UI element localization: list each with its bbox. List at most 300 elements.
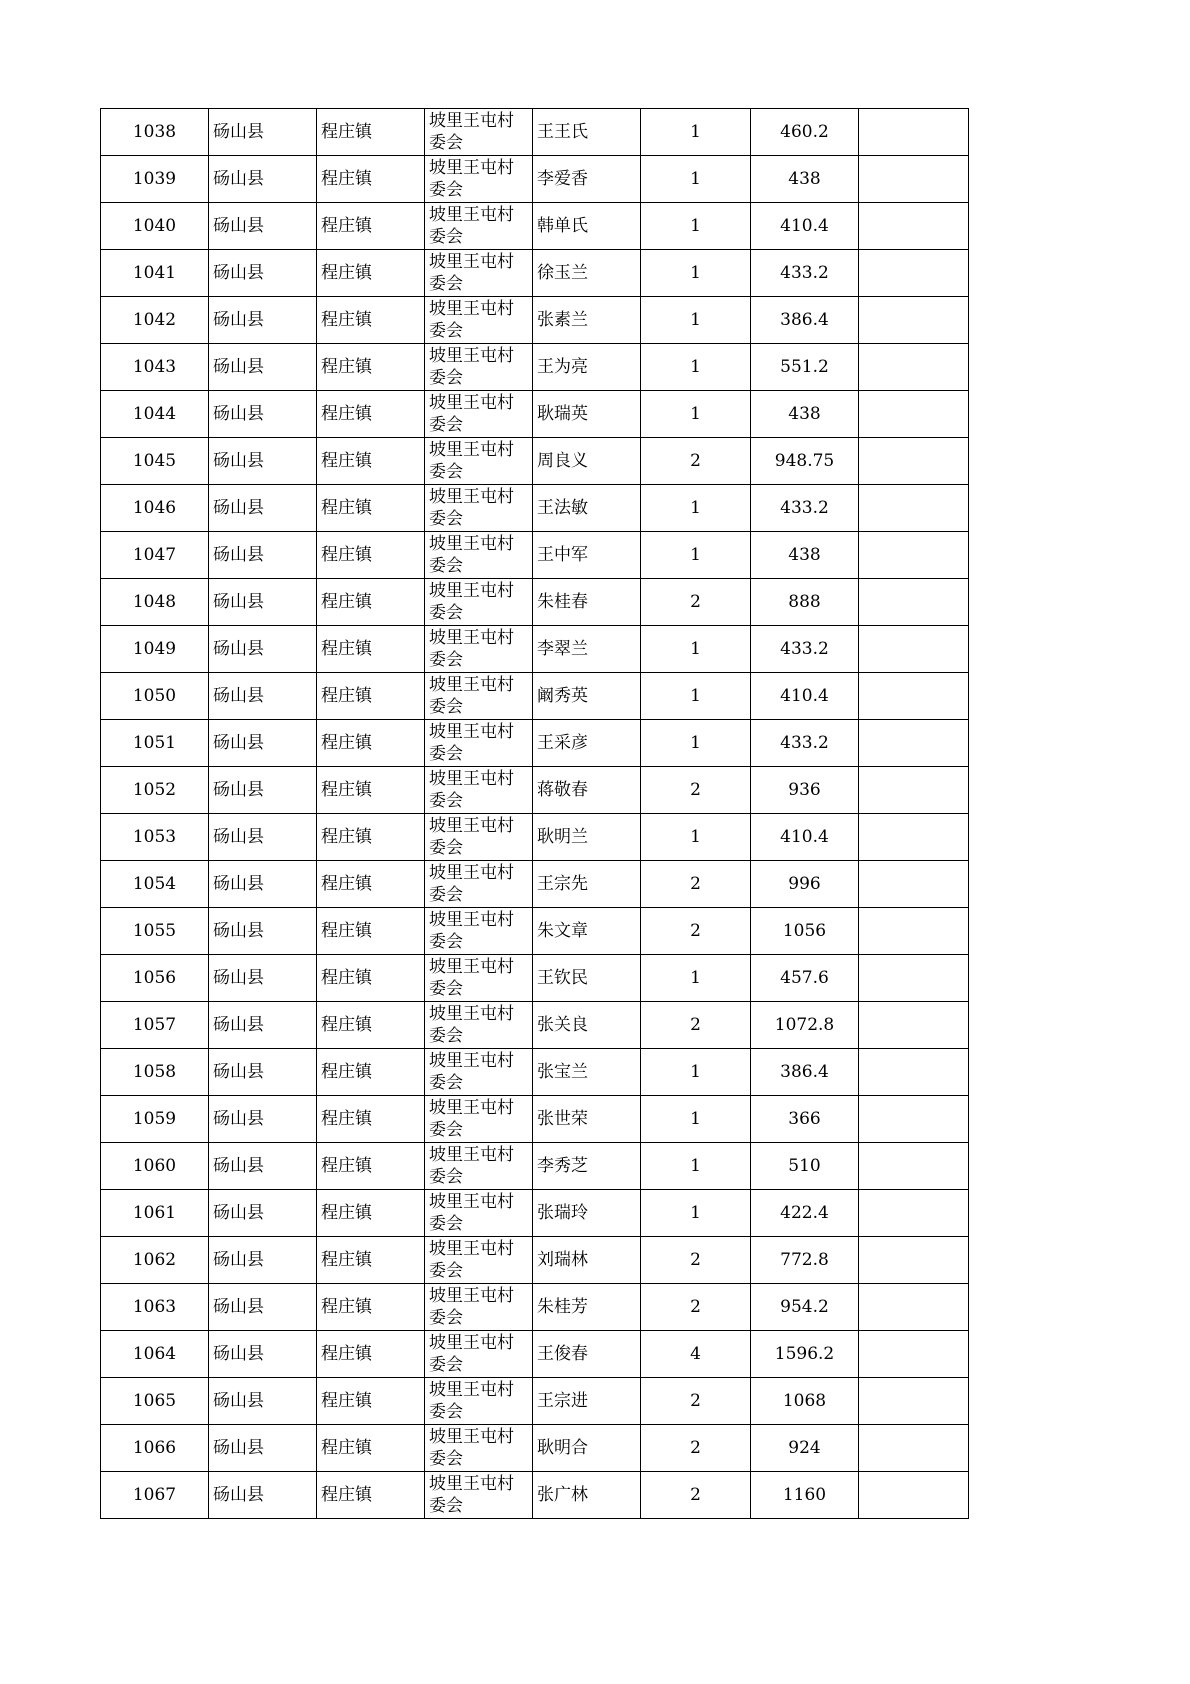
- table-row: [101, 203, 969, 250]
- cell-town: 程庄镇: [317, 438, 425, 485]
- table-row: [101, 955, 969, 1002]
- cell-count: 2: [641, 1425, 751, 1472]
- cell-county: 砀山县: [209, 1284, 317, 1331]
- cell-count: 1: [641, 1096, 751, 1143]
- cell-number: 1060: [101, 1143, 209, 1190]
- cell-amount: 510: [751, 1143, 859, 1190]
- table-row: [101, 861, 969, 908]
- cell-town: 程庄镇: [317, 1378, 425, 1425]
- cell-amount: 936: [751, 767, 859, 814]
- cell-name: 徐玉兰: [533, 250, 641, 297]
- cell-county: 砀山县: [209, 1472, 317, 1519]
- table-row: [101, 391, 969, 438]
- cell-town: 程庄镇: [317, 1237, 425, 1284]
- cell-village: [425, 861, 533, 908]
- cell-count: 2: [641, 438, 751, 485]
- cell-amount: 438: [751, 391, 859, 438]
- cell-town: 程庄镇: [317, 1331, 425, 1378]
- cell-county: 砀山县: [209, 626, 317, 673]
- cell-county: 砀山县: [209, 438, 317, 485]
- cell-amount: 948.75: [751, 438, 859, 485]
- cell-number: 1058: [101, 1049, 209, 1096]
- village-line-2: 委会: [429, 509, 463, 529]
- cell-count: 1: [641, 532, 751, 579]
- cell-village: [425, 1284, 533, 1331]
- village-line-1: 坡里王屯村: [429, 487, 514, 507]
- village-line-2: 委会: [429, 1214, 463, 1234]
- cell-town: 程庄镇: [317, 767, 425, 814]
- village-line-2: 委会: [429, 838, 463, 858]
- cell-number: 1042: [101, 297, 209, 344]
- cell-amount: 422.4: [751, 1190, 859, 1237]
- table-row: [101, 250, 969, 297]
- cell-count: 1: [641, 1049, 751, 1096]
- cell-note: [859, 908, 969, 955]
- cell-count: 1: [641, 955, 751, 1002]
- records-table: [100, 108, 969, 1519]
- cell-count: 2: [641, 1002, 751, 1049]
- cell-note: [859, 1002, 969, 1049]
- village-line-1: 坡里王屯村: [429, 1051, 514, 1071]
- cell-note: [859, 1190, 969, 1237]
- cell-name: 朱桂芳: [533, 1284, 641, 1331]
- cell-village: [425, 297, 533, 344]
- cell-county: 砀山县: [209, 579, 317, 626]
- cell-amount: 888: [751, 579, 859, 626]
- cell-number: 1040: [101, 203, 209, 250]
- cell-town: 程庄镇: [317, 1096, 425, 1143]
- village-line-1: 坡里王屯村: [429, 628, 514, 648]
- cell-note: [859, 767, 969, 814]
- cell-note: [859, 861, 969, 908]
- cell-count: 1: [641, 109, 751, 156]
- village-line-1: 坡里王屯村: [429, 816, 514, 836]
- cell-village: [425, 1378, 533, 1425]
- village-line-2: 委会: [429, 1308, 463, 1328]
- village-line-1: 坡里王屯村: [429, 299, 514, 319]
- cell-count: 1: [641, 203, 751, 250]
- cell-town: 程庄镇: [317, 344, 425, 391]
- village-line-2: 委会: [429, 321, 463, 341]
- cell-number: 1056: [101, 955, 209, 1002]
- table-row: [101, 1190, 969, 1237]
- cell-county: 砀山县: [209, 955, 317, 1002]
- cell-count: 2: [641, 908, 751, 955]
- cell-name: 王宗先: [533, 861, 641, 908]
- cell-village: [425, 344, 533, 391]
- cell-name: 耿瑞英: [533, 391, 641, 438]
- cell-number: 1054: [101, 861, 209, 908]
- table-row: [101, 626, 969, 673]
- cell-county: 砀山县: [209, 861, 317, 908]
- cell-county: 砀山县: [209, 1143, 317, 1190]
- village-line-1: 坡里王屯村: [429, 111, 514, 131]
- cell-town: 程庄镇: [317, 156, 425, 203]
- cell-county: 砀山县: [209, 1237, 317, 1284]
- cell-county: 砀山县: [209, 1331, 317, 1378]
- cell-town: 程庄镇: [317, 485, 425, 532]
- cell-village: [425, 1472, 533, 1519]
- cell-county: 砀山县: [209, 1049, 317, 1096]
- cell-town: 程庄镇: [317, 203, 425, 250]
- village-line-2: 委会: [429, 1261, 463, 1281]
- cell-name: 耿明兰: [533, 814, 641, 861]
- village-line-1: 坡里王屯村: [429, 675, 514, 695]
- cell-village: [425, 767, 533, 814]
- village-line-1: 坡里王屯村: [429, 534, 514, 554]
- table-row: [101, 485, 969, 532]
- cell-county: 砀山县: [209, 673, 317, 720]
- cell-note: [859, 109, 969, 156]
- cell-amount: 1596.2: [751, 1331, 859, 1378]
- village-line-1: 坡里王屯村: [429, 346, 514, 366]
- village-line-2: 委会: [429, 603, 463, 623]
- cell-note: [859, 1096, 969, 1143]
- cell-town: 程庄镇: [317, 955, 425, 1002]
- cell-name: 耿明合: [533, 1425, 641, 1472]
- village-line-2: 委会: [429, 885, 463, 905]
- table-row: [101, 1237, 969, 1284]
- cell-amount: 438: [751, 532, 859, 579]
- cell-name: 王宗进: [533, 1378, 641, 1425]
- cell-name: 李翠兰: [533, 626, 641, 673]
- cell-name: 张素兰: [533, 297, 641, 344]
- cell-county: 砀山县: [209, 250, 317, 297]
- cell-count: 1: [641, 344, 751, 391]
- cell-count: 2: [641, 1237, 751, 1284]
- cell-number: 1065: [101, 1378, 209, 1425]
- cell-county: 砀山县: [209, 1378, 317, 1425]
- cell-amount: 954.2: [751, 1284, 859, 1331]
- village-line-2: 委会: [429, 415, 463, 435]
- cell-note: [859, 438, 969, 485]
- cell-number: 1039: [101, 156, 209, 203]
- cell-count: 1: [641, 485, 751, 532]
- cell-number: 1046: [101, 485, 209, 532]
- cell-name: 王钦民: [533, 955, 641, 1002]
- village-line-1: 坡里王屯村: [429, 1239, 514, 1259]
- table-row: [101, 1143, 969, 1190]
- cell-amount: 772.8: [751, 1237, 859, 1284]
- cell-town: 程庄镇: [317, 1284, 425, 1331]
- cell-town: 程庄镇: [317, 908, 425, 955]
- cell-amount: 438: [751, 156, 859, 203]
- cell-number: 1059: [101, 1096, 209, 1143]
- cell-county: 砀山县: [209, 1190, 317, 1237]
- cell-county: 砀山县: [209, 391, 317, 438]
- cell-note: [859, 391, 969, 438]
- cell-village: [425, 626, 533, 673]
- cell-village: [425, 1049, 533, 1096]
- village-line-2: 委会: [429, 1402, 463, 1422]
- cell-amount: 410.4: [751, 203, 859, 250]
- cell-amount: 996: [751, 861, 859, 908]
- cell-village: [425, 438, 533, 485]
- cell-number: 1066: [101, 1425, 209, 1472]
- cell-count: 1: [641, 1190, 751, 1237]
- cell-amount: 366: [751, 1096, 859, 1143]
- cell-town: 程庄镇: [317, 1143, 425, 1190]
- cell-village: [425, 391, 533, 438]
- cell-number: 1062: [101, 1237, 209, 1284]
- cell-note: [859, 814, 969, 861]
- cell-town: 程庄镇: [317, 814, 425, 861]
- cell-county: 砀山县: [209, 532, 317, 579]
- cell-town: 程庄镇: [317, 720, 425, 767]
- cell-name: 王俊春: [533, 1331, 641, 1378]
- table-row: [101, 344, 969, 391]
- cell-village: [425, 485, 533, 532]
- cell-name: 朱桂春: [533, 579, 641, 626]
- cell-village: [425, 532, 533, 579]
- village-line-1: 坡里王屯村: [429, 769, 514, 789]
- village-line-1: 坡里王屯村: [429, 1192, 514, 1212]
- cell-village: [425, 1143, 533, 1190]
- cell-town: 程庄镇: [317, 1425, 425, 1472]
- table-row: [101, 532, 969, 579]
- cell-name: 张瑞玲: [533, 1190, 641, 1237]
- village-line-2: 委会: [429, 650, 463, 670]
- cell-count: 1: [641, 250, 751, 297]
- table-row: [101, 1096, 969, 1143]
- cell-name: 张世荣: [533, 1096, 641, 1143]
- cell-note: [859, 1425, 969, 1472]
- cell-note: [859, 626, 969, 673]
- village-line-1: 坡里王屯村: [429, 1286, 514, 1306]
- cell-note: [859, 203, 969, 250]
- cell-town: 程庄镇: [317, 391, 425, 438]
- village-line-1: 坡里王屯村: [429, 910, 514, 930]
- cell-amount: 1068: [751, 1378, 859, 1425]
- cell-name: 张广林: [533, 1472, 641, 1519]
- cell-count: 2: [641, 861, 751, 908]
- cell-number: 1049: [101, 626, 209, 673]
- cell-note: [859, 1284, 969, 1331]
- village-line-2: 委会: [429, 979, 463, 999]
- village-line-2: 委会: [429, 1073, 463, 1093]
- village-line-2: 委会: [429, 791, 463, 811]
- cell-amount: 410.4: [751, 814, 859, 861]
- cell-count: 1: [641, 626, 751, 673]
- table-row: [101, 1284, 969, 1331]
- cell-village: [425, 1096, 533, 1143]
- cell-county: 砀山县: [209, 485, 317, 532]
- cell-town: 程庄镇: [317, 1472, 425, 1519]
- village-line-2: 委会: [429, 1167, 463, 1187]
- village-line-2: 委会: [429, 274, 463, 294]
- cell-village: [425, 250, 533, 297]
- cell-county: 砀山县: [209, 720, 317, 767]
- cell-note: [859, 955, 969, 1002]
- table-row: [101, 1049, 969, 1096]
- cell-number: 1045: [101, 438, 209, 485]
- cell-name: 阚秀英: [533, 673, 641, 720]
- cell-note: [859, 250, 969, 297]
- cell-village: [425, 579, 533, 626]
- cell-number: 1043: [101, 344, 209, 391]
- cell-name: 周良义: [533, 438, 641, 485]
- cell-village: [425, 673, 533, 720]
- village-line-1: 坡里王屯村: [429, 1145, 514, 1165]
- village-line-2: 委会: [429, 1120, 463, 1140]
- cell-town: 程庄镇: [317, 1049, 425, 1096]
- table-row: [101, 814, 969, 861]
- cell-count: 2: [641, 767, 751, 814]
- cell-number: 1050: [101, 673, 209, 720]
- village-line-2: 委会: [429, 1026, 463, 1046]
- cell-county: 砀山县: [209, 109, 317, 156]
- table-body: [101, 109, 969, 1519]
- cell-county: 砀山县: [209, 297, 317, 344]
- cell-number: 1055: [101, 908, 209, 955]
- cell-name: 王为亮: [533, 344, 641, 391]
- village-line-2: 委会: [429, 1496, 463, 1516]
- table-row: [101, 1331, 969, 1378]
- cell-village: [425, 720, 533, 767]
- cell-county: 砀山县: [209, 1096, 317, 1143]
- cell-number: 1053: [101, 814, 209, 861]
- cell-amount: 551.2: [751, 344, 859, 391]
- cell-town: 程庄镇: [317, 297, 425, 344]
- cell-note: [859, 1237, 969, 1284]
- cell-name: 蒋敬春: [533, 767, 641, 814]
- cell-note: [859, 1472, 969, 1519]
- cell-amount: 457.6: [751, 955, 859, 1002]
- cell-note: [859, 156, 969, 203]
- cell-amount: 433.2: [751, 626, 859, 673]
- cell-note: [859, 579, 969, 626]
- cell-number: 1067: [101, 1472, 209, 1519]
- cell-note: [859, 673, 969, 720]
- cell-number: 1063: [101, 1284, 209, 1331]
- cell-county: 砀山县: [209, 1425, 317, 1472]
- cell-name: 刘瑞林: [533, 1237, 641, 1284]
- cell-county: 砀山县: [209, 156, 317, 203]
- cell-name: 朱文章: [533, 908, 641, 955]
- table-row: [101, 297, 969, 344]
- village-line-1: 坡里王屯村: [429, 1380, 514, 1400]
- cell-county: 砀山县: [209, 814, 317, 861]
- cell-village: [425, 203, 533, 250]
- cell-count: 2: [641, 1284, 751, 1331]
- cell-count: 1: [641, 814, 751, 861]
- table-row: [101, 109, 969, 156]
- cell-county: 砀山县: [209, 908, 317, 955]
- village-line-1: 坡里王屯村: [429, 581, 514, 601]
- cell-town: 程庄镇: [317, 579, 425, 626]
- cell-village: [425, 1425, 533, 1472]
- cell-note: [859, 720, 969, 767]
- cell-amount: 1072.8: [751, 1002, 859, 1049]
- village-line-2: 委会: [429, 697, 463, 717]
- village-line-2: 委会: [429, 462, 463, 482]
- cell-amount: 386.4: [751, 1049, 859, 1096]
- village-line-2: 委会: [429, 368, 463, 388]
- cell-count: 1: [641, 297, 751, 344]
- table-row: [101, 673, 969, 720]
- table-row: [101, 1472, 969, 1519]
- cell-number: 1047: [101, 532, 209, 579]
- village-line-1: 坡里王屯村: [429, 863, 514, 883]
- cell-note: [859, 1378, 969, 1425]
- cell-name: 张宝兰: [533, 1049, 641, 1096]
- cell-number: 1044: [101, 391, 209, 438]
- table-row: [101, 1002, 969, 1049]
- cell-count: 1: [641, 156, 751, 203]
- village-line-1: 坡里王屯村: [429, 957, 514, 977]
- cell-note: [859, 1331, 969, 1378]
- table-row: [101, 1425, 969, 1472]
- cell-village: [425, 1002, 533, 1049]
- cell-amount: 1056: [751, 908, 859, 955]
- cell-count: 4: [641, 1331, 751, 1378]
- cell-name: 李爱香: [533, 156, 641, 203]
- cell-county: 砀山县: [209, 344, 317, 391]
- cell-note: [859, 1143, 969, 1190]
- village-line-1: 坡里王屯村: [429, 1098, 514, 1118]
- village-line-1: 坡里王屯村: [429, 205, 514, 225]
- table-row: [101, 767, 969, 814]
- cell-town: 程庄镇: [317, 109, 425, 156]
- cell-note: [859, 1049, 969, 1096]
- cell-count: 1: [641, 673, 751, 720]
- cell-village: [425, 109, 533, 156]
- village-line-1: 坡里王屯村: [429, 1004, 514, 1024]
- table-row: [101, 156, 969, 203]
- cell-number: 1064: [101, 1331, 209, 1378]
- cell-count: 1: [641, 391, 751, 438]
- cell-amount: 460.2: [751, 109, 859, 156]
- village-line-1: 坡里王屯村: [429, 393, 514, 413]
- cell-count: 1: [641, 720, 751, 767]
- table-row: [101, 579, 969, 626]
- table-row: [101, 1378, 969, 1425]
- cell-village: [425, 156, 533, 203]
- village-line-2: 委会: [429, 1449, 463, 1469]
- cell-number: 1048: [101, 579, 209, 626]
- village-line-2: 委会: [429, 227, 463, 247]
- village-line-2: 委会: [429, 1355, 463, 1375]
- cell-town: 程庄镇: [317, 250, 425, 297]
- village-line-2: 委会: [429, 932, 463, 952]
- cell-amount: 386.4: [751, 297, 859, 344]
- cell-village: [425, 1237, 533, 1284]
- cell-amount: 433.2: [751, 485, 859, 532]
- cell-county: 砀山县: [209, 1002, 317, 1049]
- cell-name: 王法敏: [533, 485, 641, 532]
- cell-village: [425, 1331, 533, 1378]
- cell-note: [859, 344, 969, 391]
- cell-village: [425, 908, 533, 955]
- cell-count: 2: [641, 1378, 751, 1425]
- cell-number: 1052: [101, 767, 209, 814]
- cell-village: [425, 1190, 533, 1237]
- table-row: [101, 908, 969, 955]
- cell-county: 砀山县: [209, 203, 317, 250]
- cell-number: 1051: [101, 720, 209, 767]
- cell-number: 1057: [101, 1002, 209, 1049]
- cell-number: 1061: [101, 1190, 209, 1237]
- cell-name: 王王氏: [533, 109, 641, 156]
- cell-town: 程庄镇: [317, 626, 425, 673]
- village-line-1: 坡里王屯村: [429, 158, 514, 178]
- cell-town: 程庄镇: [317, 532, 425, 579]
- village-line-1: 坡里王屯村: [429, 440, 514, 460]
- cell-name: 李秀芝: [533, 1143, 641, 1190]
- village-line-1: 坡里王屯村: [429, 252, 514, 272]
- cell-note: [859, 297, 969, 344]
- cell-name: 王中军: [533, 532, 641, 579]
